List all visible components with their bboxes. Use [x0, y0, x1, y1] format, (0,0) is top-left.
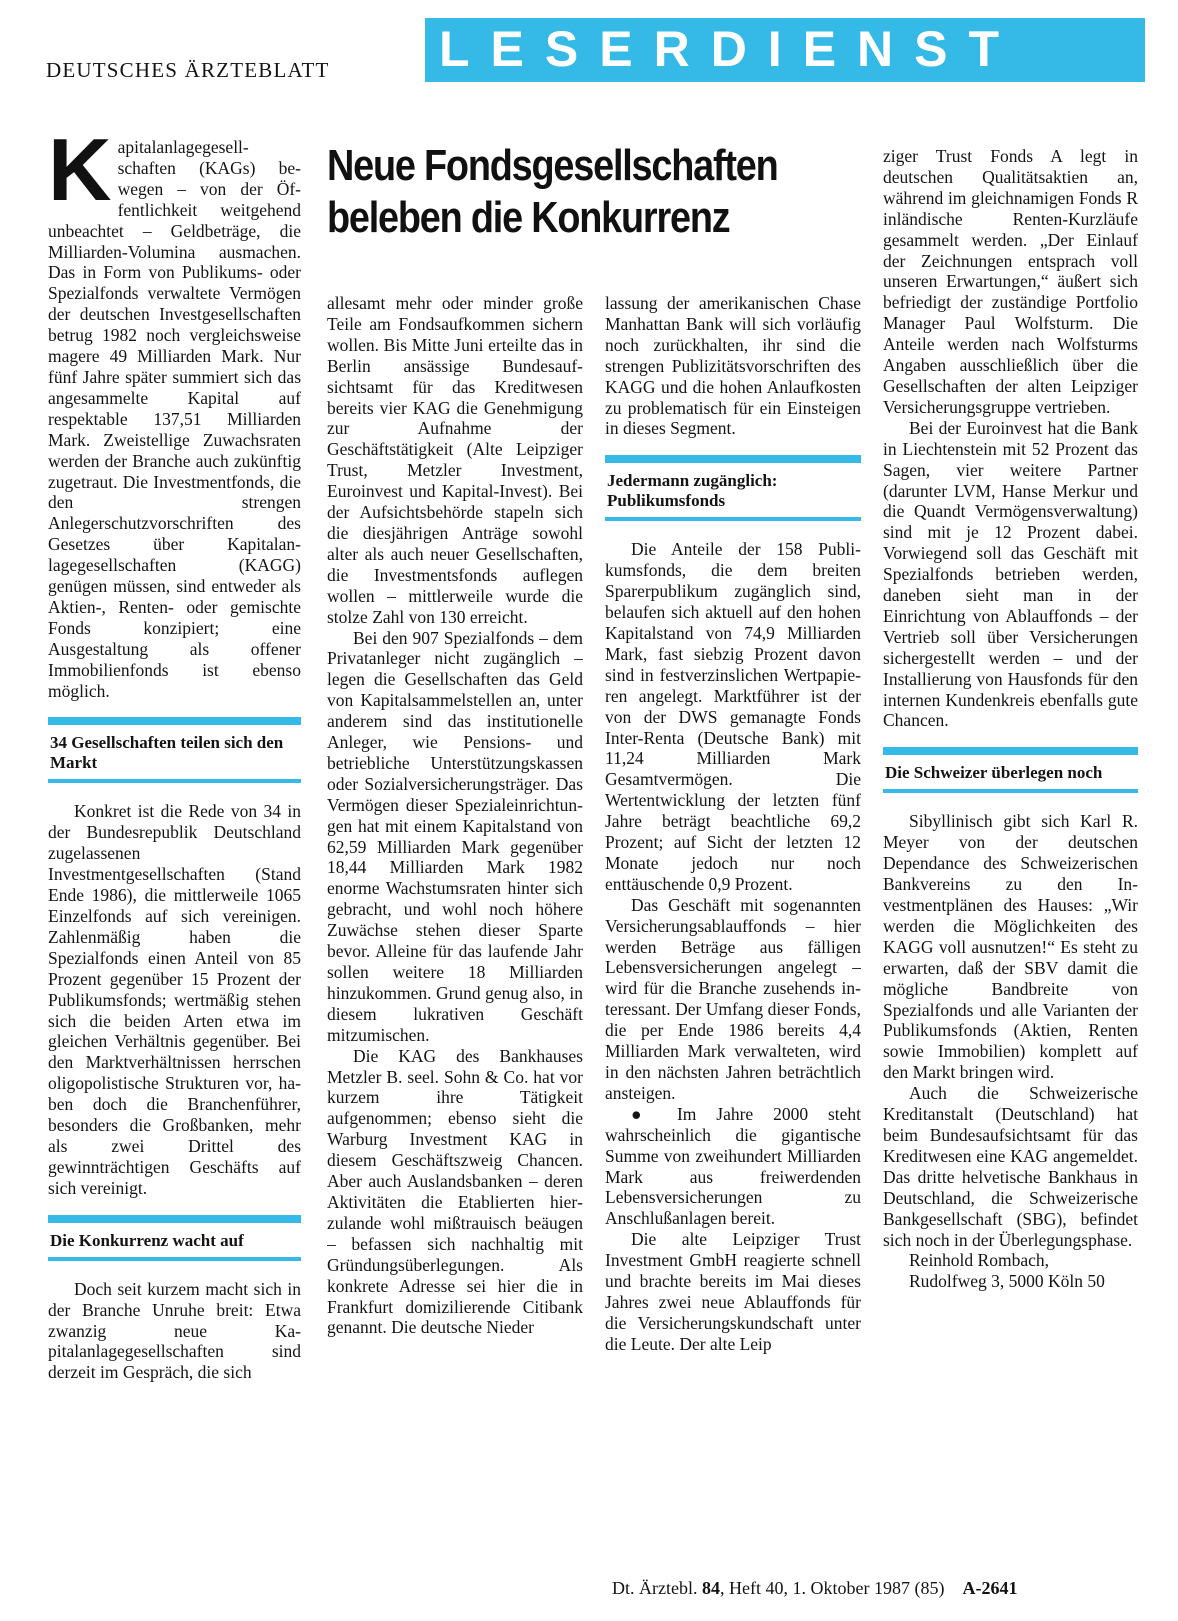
section-banner — [425, 18, 1145, 82]
intro-text: apitalanlagegesellschaften (KAGs) bewegen – von der Öffentlichkeit weitgehend unbeachtet – Geldbeträge, die Milliarden-Volumina ausmachen. Das in Form von Publikums- oder Spezialfonds verwaltete Vermögen der deutschen Investgesellschaften betrug 1982 noch vergleichsweise magere 49 Milliarden Mark. Nur fünf Jahre später summiert sich das angesammelte Kapital auf respektable 137,51 Milliarden Mark. Zweistellige Zuwachsraten werden der Branche auch zukünftig zugetraut. Die Investmentfonds, die den strengen Anlegerschutzvorschriften des Gesetzes über Kapitalanlagegesellschaften (KAGG) genügen müssen, sind entweder als Aktien-, Renten- oder gemischte Fonds konzipiert; eine Ausgestaltung als offener Immobilienfonds ist ebenso möglich. — [48, 137, 301, 701]
subheading-bar-bottom — [605, 517, 861, 521]
article-column-3 — [605, 293, 861, 1527]
footer-journal: Dt. Ärztebl. — [612, 1578, 698, 1598]
paragraph: Sibyllinisch gibt sich Karl R. Meyer von der deutschen Dependance des Schweizerischen Bankvereins zu den Investmentplänen des Hauses: „Wir werden die Möglichkeiten des KAGG voll ausnutzen!“ Es steht zu erwarten, daß der SBV damit die mögliche Bandbreite von Spezialfonds und alle Varianten der Publikumsfonds (Aktien, Renten sowie Immobilien) komplett auf den Markt bringen wird. — [883, 811, 1138, 1083]
article-headline — [327, 140, 791, 244]
headline-line-1: Neue Fondsgesellschaften — [327, 141, 778, 190]
footer-issue: , Heft 40, 1. Oktober 1987 (85) — [719, 1578, 945, 1598]
subheading-bar-bottom — [48, 779, 301, 783]
paragraph: Das Geschäft mit sogenannten Versicherungsablauffonds – hier werden Beträge aus fälligen Lebensversicherungen angelegt – wird für die Branche zusehends interessant. Der Umfang dieser Fonds, die per Ende 1986 bereits 4,4 Milliarden Mark verwalteten, wird in den nächsten Jahren beträchtlich ansteigen. — [605, 894, 861, 1103]
footer-volume: 84 — [701, 1578, 720, 1598]
bullet-paragraph: ● Im Jahre 2000 steht wahrscheinlich die gigantische Summe von zweihundert Milliarden Mark aus freiwerdenden Lebensversicherungen zu Anschlußanlagen bereit. — [605, 1103, 861, 1229]
subheading-text: Jedermann zugänglich: Publikumsfonds — [607, 471, 778, 511]
footer-page-number: A-2641 — [962, 1578, 1018, 1598]
section-banner-label: LESERDIENST — [439, 21, 1021, 77]
subheading-34-gesellschaften — [48, 717, 301, 783]
paragraph: Konkret ist die Rede von 34 in der Bundesrepublik Deutschland zugelassenen Investmentgesellschaften (Stand Ende 1986), die mittlerweile 1065 Einzelfonds auf sich vereinigen. Zahlenmäßig haben die Spezialfonds einen Anteil von 85 Prozent gegenüber 15 Prozent der Publikumsfonds; wertmäßig stehen sich die beiden Arten etwa im gleichen Verhältnis gegenüber. Bei den Marktverhältnissen herrschen oligopolistische Strukturen vor, haben doch die Branchenführer, besonders die Großbanken, mehr als zwei Drittel des gewinnträchtigen Geschäfts auf sich vereinigt. — [48, 801, 301, 1198]
subheading-bar-top — [883, 747, 1138, 755]
subheading-publikumsfonds — [605, 455, 861, 521]
subheading-konkurrenz — [48, 1215, 301, 1261]
intro-paragraph — [48, 137, 301, 701]
paragraph: Die alte Leipziger Trust Investment GmbH reagierte schnell und brachte bereits im Mai dieses Jahres zwei neue Ablauffonds für die Versicherungskundschaft unter die Leute. Der alte Leip — [605, 1229, 861, 1354]
paragraph: Die Anteile der 158 Publikumsfonds, die dem breiten Sparerpublikum zugänglich sind, belaufen sich aktuell auf den hohen Kapitalstand von 74,9 Milliarden Mark, fast siebzig Prozent davon sind in festverzinslichen Wertpapieren angelegt. Marktführer ist der von der DWS gemanagte Fonds Inter-Renta (Deutsche Bank) mit 11,24 Milliarden Mark Gesamtvermögen. Die Wertentwicklung der letzten fünf Jahre beträgt beachtliche 69,2 Prozent; auf Sicht der letzten 12 Monate jedoch nur noch enttäuschende 0,9 Prozent. — [605, 539, 861, 894]
paragraph: Bei der Euroinvest hat die Bank in Liechtenstein mit 52 Prozent das Sagen, vier weitere Partner (darunter LVM, Hanse Merkur und die Quandt Vermögensverwaltung) sind mit je 12 Prozent dabei. Vorwiegend soll das Geschäft mit Spezialfonds betrieben werden, daneben sieht man in der Einrichtung von Ablauffonds – der Vertrieb soll über Versicherungen sichergestellt werden – und der Installierung von Hausfonds für den internen Kundenkreis ebenfalls gute Chancen. — [883, 417, 1138, 731]
headline-line-2: beleben die Konkurrenz — [327, 193, 730, 242]
paragraph: Doch seit kurzem macht sich in der Branche Unruhe breit: Etwa zwanzig neue Kapitalanlagegesellschaften sind derzeit im Gespräch, die sich — [48, 1278, 301, 1383]
subheading-schweizer — [883, 747, 1138, 793]
article-column-4 — [883, 146, 1138, 1527]
drop-cap: K — [48, 137, 112, 219]
author-name: Reinhold Rombach, — [909, 1250, 1049, 1271]
subheading-text: Die Schweizer überlegen noch — [885, 763, 1103, 783]
paragraph: Die KAG des Bankhauses Metzler B. seel. Sohn & Co. hat vor kurzem ihre Tätigkeit aufgenommen; ebenso sieht die Warburg Investment KAG in diesem Geschäftszweig Chancen. Aber auch Auslandsbanken – deren Aktivitäten die Etablierten hierzulande wohl mißtrauisch beäugen – befassen sich nachhaltig mit Gründungsüberlegungen. Als konkrete Adresse sei hier die in Frankfurt domizilierende Citibank genannt. Die deutsche Nieder — [327, 1045, 583, 1338]
subheading-bar-bottom — [48, 1257, 301, 1261]
subheading-text: 34 Gesellschaften teilen sich den Markt — [50, 733, 284, 773]
paragraph: allesamt mehr oder minder große Teile am Fondsaufkommen sichern wollen. Bis Mitte Juni erteilte das in Berlin ansässige Bundesaufsichtsamt für das Kreditwesen bereits vier KAG die Genehmigung zur Aufnahme der Geschäftstätigkeit (Alte Leipziger Trust, Metzler Investment, Euroinvest und Kapital-Invest). Bei der Aufsichtsbehörde stapeln sich die diesjährigen Anträge sowohl alter als auch neuer Gesellschaften, die Investmentsfonds auflegen wollen – mittlerweile wurde die stolze Zahl von 130 erreicht. — [327, 293, 583, 627]
journal-title: DEUTSCHES ÄRZTEBLATT — [46, 58, 330, 82]
author-address: Rudolfweg 3, 5000 Köln 50 — [909, 1271, 1105, 1292]
paragraph: lassung der amerikanischen Chase Manhattan Bank will sich vorläufig noch zurückhalten, ihr sind die strengen Publizitätsvorschriften des KAGG und die hohen Anlaufkosten zu problematisch für ein Einsteigen in dieses Segment. — [605, 293, 861, 439]
subheading-bar-top — [48, 717, 301, 725]
page-footer — [612, 1578, 1017, 1599]
paragraph: Auch die Schweizerische Kreditanstalt (Deutschland) hat beim Bundesaufsichtsamt für das Kreditwesen eine KAG angemeldet. Das dritte helvetische Bankhaus in Deutschland, die Schweizerische Bankgesellschaft (SBG), befindet sich noch in der Überlegungsphase. — [883, 1083, 1138, 1250]
paragraph: ziger Trust Fonds A legt in deutschen Qualitätsaktien an, während im gleichnamigen Fonds R inländische Renten-Kurzläufe gesammelt werden. „Der Einlauf der Zeichnungen entsprach voll unseren Erwartungen,“ äußert sich befriedigt der zuständige Portfolio Manager Paul Wolfsturm. Die Anteile werden nach Wolfsturms Angaben ausschließlich über die Gesellschaften der alten Leipziger Versicherungsgruppe vertrieben. — [883, 146, 1138, 417]
subheading-text: Die Konkurrenz wacht auf — [50, 1230, 244, 1250]
article-column-2 — [327, 293, 583, 1527]
subheading-bar-top — [605, 455, 861, 463]
subheading-bar-bottom — [883, 789, 1138, 793]
article-column-1 — [48, 137, 301, 1527]
paragraph: Bei den 907 Spezialfonds – dem Privatanleger nicht zugänglich – legen die Gesellschaften das Geld von Kapitalsammelstellen an, unter anderem sind das institutionelle Anleger, wie Pensions- und betriebliche Unterstützungskassen oder Sozialversicherungsträger. Das Vermögen dieser Spezialeinrichtungen hat mit einem Kapitalstand von 62,59 Milliarden Mark gegenüber 18,44 Milliarden Mark 1982 enorme Wachstumsraten hinter sich gebracht, und wohl noch höhere Zuwächse stehen dieser Sparte bevor. Alleine für das laufende Jahr sollen weitere 18 Milliarden hinzukommen. Grund genug also, in diesem lukrativen Geschäft mitzumischen. — [327, 627, 583, 1045]
subheading-bar-top — [48, 1215, 301, 1223]
